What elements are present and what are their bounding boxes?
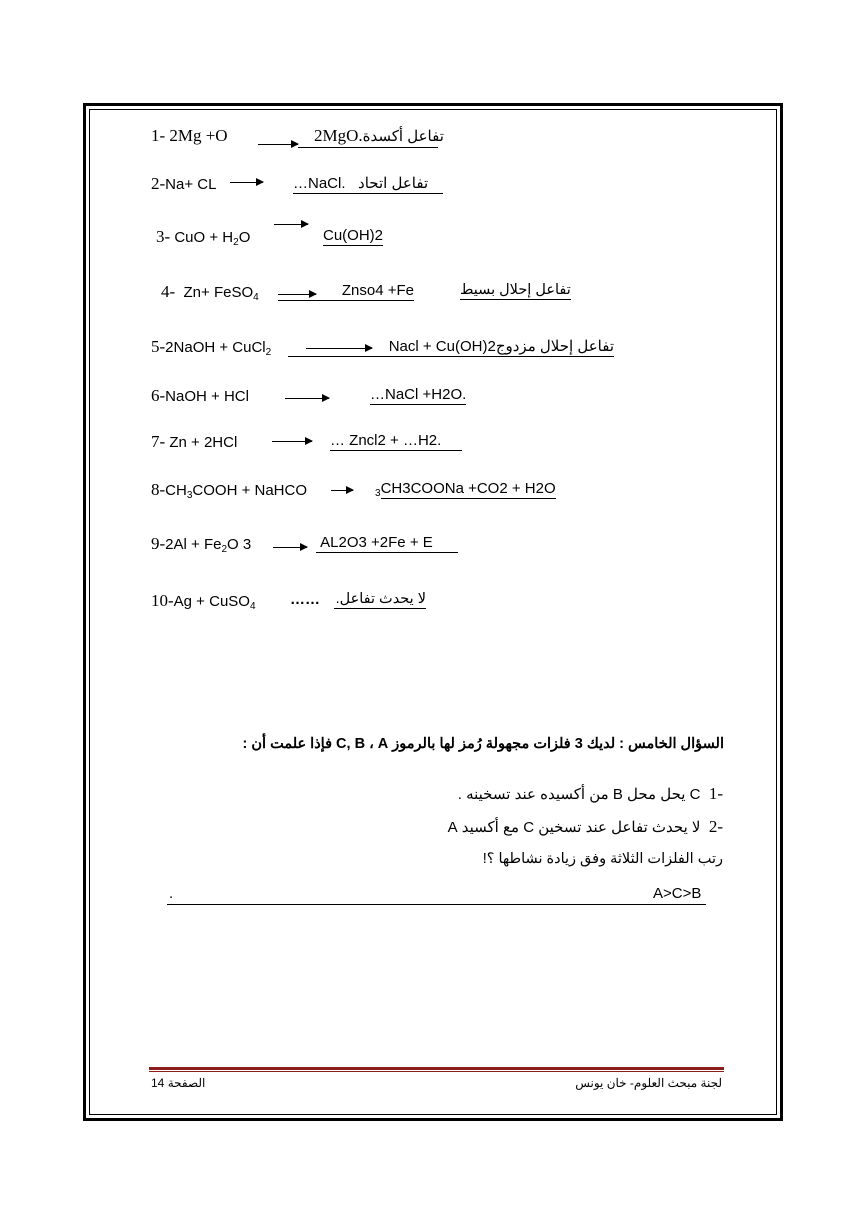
footer-committee: لجنة مبحث العلوم- خان يونس xyxy=(575,1076,722,1090)
equation-10-lhs: 10-Ag + CuSO$_4$ xyxy=(151,591,256,612)
equation-10-dots: …… xyxy=(290,591,320,608)
equation-5-lhs: 5-2NaOH + CuCl$_2$ xyxy=(151,337,272,358)
equation-6-answer: …NaCl +H2O. xyxy=(370,386,467,403)
equation-10-answer: لا يحدث تفاعل. xyxy=(335,591,426,607)
equation-3-answer: Cu(OH)2 xyxy=(323,227,384,244)
equation-7-lhs: 7- Zn + 2HCl xyxy=(151,432,238,451)
footer-page-number: الصفحة 14 xyxy=(151,1076,206,1090)
question-item-1: -1 C يحل محل B من أكسيده عند تسخينه . xyxy=(457,784,723,803)
equation-4-lhs: 4- Zn+ FeSO$_4$ xyxy=(161,282,259,303)
arrow-icon xyxy=(285,398,329,399)
equation-9-answer: AL2O3 +2Fe + E xyxy=(316,534,458,553)
equation-4-answer: Znso4 +Fe xyxy=(278,282,414,301)
question-item-2: -2 لا يحدث تفاعل عند تسخين C مع أكسيد A xyxy=(447,817,723,836)
arrow-icon xyxy=(274,224,308,225)
arrow-icon xyxy=(272,441,312,442)
arrow-icon xyxy=(258,144,298,145)
equation-6-lhs: 6-NaOH + HCl xyxy=(151,386,249,405)
question-title: السؤال الخامس : لديك 3 فلزات مجهولة رُمز لها بالرموز C, B ، A فإذا علمت أن : xyxy=(242,736,724,752)
equation-9-lhs: $9-2Al + Fe_2O$ 3 xyxy=(151,534,252,555)
equation-7-answer: … Zncl2 + …H2. xyxy=(330,432,462,451)
arrow-icon xyxy=(273,547,307,548)
equation-4-note: تفاعل إحلال بسيط xyxy=(460,282,571,298)
question-prompt: رتب الفلزات الثلاثة وفق زيادة نشاطها ؟! xyxy=(482,851,723,867)
equation-5-answer: Nacl + Cu(OH)2تفاعل إحلال مزدوج xyxy=(288,337,614,357)
equation-2-lhs: 2-Na+ CL xyxy=(151,174,217,193)
equation-1-answer: 2MgO.تفاعل أكسدة xyxy=(298,126,438,148)
equation-3-lhs: 3- CuO + $H_2O$ xyxy=(156,227,251,248)
equation-8-answer: $_3$CH3COONa +CO2 + H2O xyxy=(375,480,556,499)
equation-8-lhs: $8-CH_3COOH$ + NaHCO xyxy=(151,480,308,501)
answer-text: A>C>B xyxy=(653,885,702,902)
answer-line xyxy=(167,904,706,905)
answer-dot: . xyxy=(169,885,174,902)
arrow-icon xyxy=(331,490,353,491)
footer-divider xyxy=(149,1067,724,1070)
arrow-icon xyxy=(230,182,263,183)
equation-1-lhs: 1- 2Mg +O xyxy=(151,126,228,145)
footer-divider-thin xyxy=(149,1071,724,1072)
equation-2-answer: …NaCl. تفاعل اتحاد xyxy=(293,174,443,194)
page-border-inner xyxy=(89,109,777,1115)
